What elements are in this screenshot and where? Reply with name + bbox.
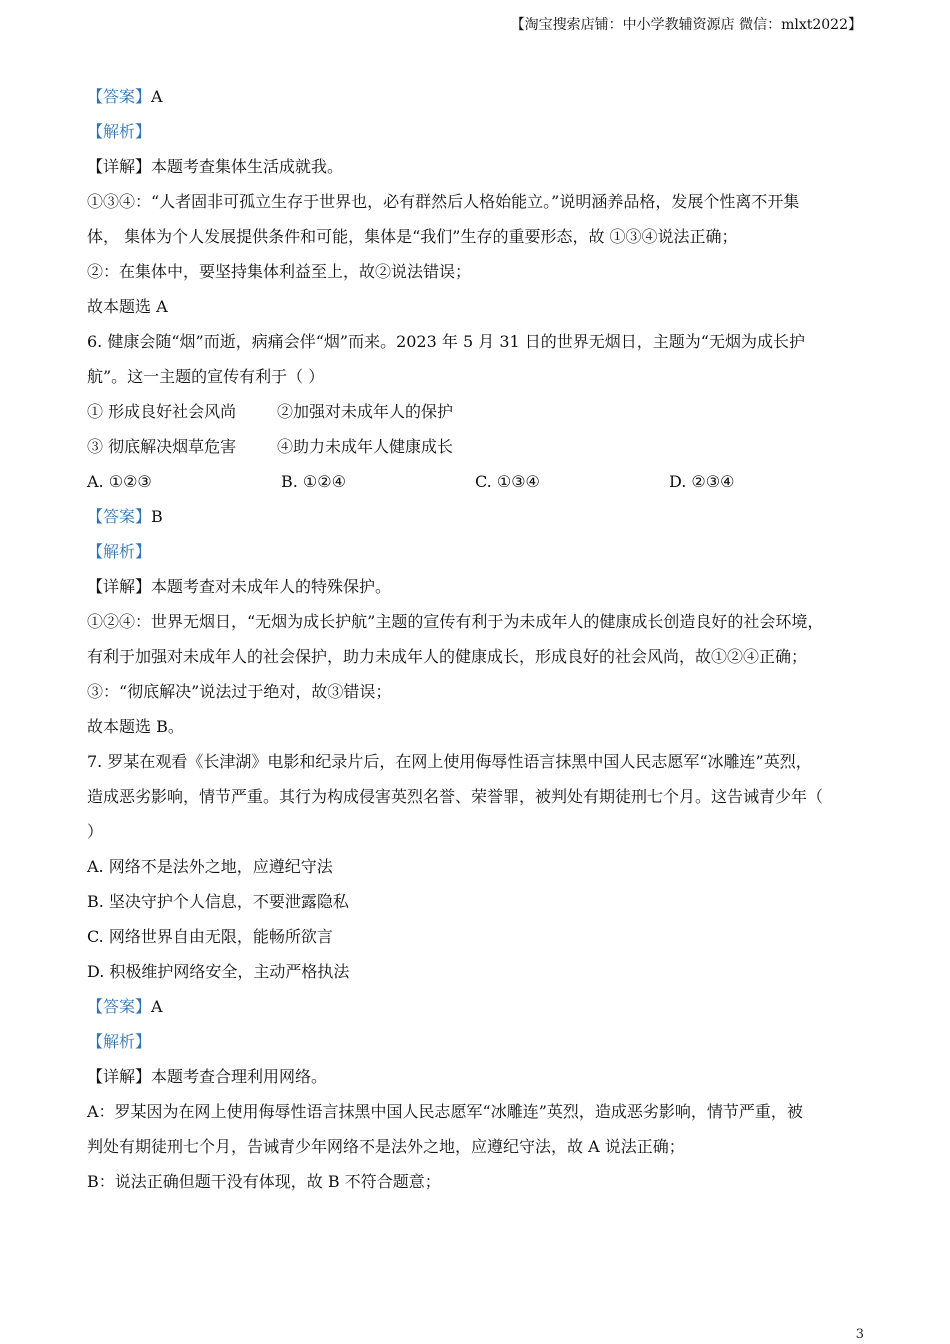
option-b: B. ①②④	[281, 472, 346, 491]
option-b: B. 坚决守护个人信息，不要泄露隐私	[87, 892, 349, 911]
options-row	[87, 464, 877, 499]
conclusion-line: 故本题选 A	[87, 297, 168, 316]
answer-line	[87, 989, 877, 1024]
explanation-line: B：说法正确但题干没有体现，故 B 不符合题意；	[87, 1172, 441, 1191]
answer-tag: 【答案】	[87, 507, 152, 526]
option-c: C. ①③④	[475, 472, 540, 491]
analysis-tag: 【解析】	[87, 1032, 152, 1051]
analysis-tag: 【解析】	[87, 122, 152, 141]
explanation-line: A：罗某因为在网上使用侮辱性语言抹黑中国人民志愿军“冰雕连”英烈，造成恶劣影响，情节严重，被	[87, 1102, 803, 1121]
explanation-line: ③：“彻底解决”说法过于绝对，故③错误；	[87, 682, 392, 701]
explanation-line: 体， 集体为个人发展提供条件和可能，集体是“我们”生存的重要形态，故 ①③④说法正确；	[87, 227, 738, 246]
question-stem: 航”。这一主题的宣传有利于（ ）	[87, 367, 325, 386]
question-stem: 造成恶劣影响，情节严重。其行为构成侵害英烈名誉、荣誉罪，被判处有期徒刑七个月。这告诫青少年（	[87, 787, 824, 806]
explanation-line: ①③④：“人者固非可孤立生存于世界也，必有群然后人格始能立。”说明涵养品格，发展个性离不开集	[87, 192, 800, 211]
analysis-line	[87, 1024, 877, 1059]
statement: ④助力未成年人健康成长	[277, 437, 454, 456]
analysis-line	[87, 534, 877, 569]
option-c: C. 网络世界自由无限，能畅所欲言	[87, 927, 333, 946]
explanation-line: ①②④：世界无烟日，“无烟为成长护航”主题的宣传有利于为未成年人的健康成长创造良好的社会环境，	[87, 612, 824, 631]
answer-value: A	[151, 87, 163, 106]
option-a: A. ①②③	[87, 472, 152, 491]
question-stem: 7. 罗某在观看《长津湖》电影和纪录片后，在网上使用侮辱性语言抹黑中国人民志愿军“冰雕连”英烈，	[87, 752, 812, 771]
statement: ②加强对未成年人的保护	[277, 402, 454, 421]
detail-line: 【详解】本题考查对未成年人的特殊保护。	[87, 577, 392, 596]
document-body	[87, 79, 877, 1199]
answer-value: B	[151, 507, 163, 526]
answer-line	[87, 79, 877, 114]
statement-row	[87, 429, 877, 464]
conclusion-line: 故本题选 B。	[87, 717, 184, 736]
option-d: D. ②③④	[669, 472, 735, 491]
page-header: 【淘宝搜索店铺：中小学教辅资源店 微信：mlxt2022】	[510, 17, 862, 33]
detail-line: 【详解】本题考查集体生活成就我。	[87, 157, 344, 176]
statement: ① 形成良好社会风尚	[87, 402, 237, 421]
option-d: D. 积极维护网络安全，主动严格执法	[87, 962, 350, 981]
option-a: A. 网络不是法外之地，应遵纪守法	[87, 857, 333, 876]
analysis-line	[87, 114, 877, 149]
answer-value: A	[151, 997, 163, 1016]
explanation-line: 判处有期徒刑七个月，告诫青少年网络不是法外之地，应遵纪守法，故 A 说法正确；	[87, 1137, 685, 1156]
answer-tag: 【答案】	[87, 87, 152, 106]
statement-row	[87, 394, 877, 429]
explanation-line: 有利于加强对未成年人的社会保护，助力未成年人的健康成长，形成良好的社会风尚，故①②④正确；	[87, 647, 808, 666]
analysis-tag: 【解析】	[87, 542, 152, 561]
detail-line: 【详解】本题考查合理利用网络。	[87, 1067, 328, 1086]
statement: ③ 彻底解决烟草危害	[87, 437, 237, 456]
answer-line	[87, 499, 877, 534]
explanation-line: ②：在集体中，要坚持集体利益至上，故②说法错误；	[87, 262, 472, 281]
question-stem: 6. 健康会随“烟”而逝，病痛会伴“烟”而来。2023 年 5 月 31 日的世界无烟日，主题为“无烟为成长护	[87, 332, 805, 351]
answer-tag: 【答案】	[87, 997, 152, 1016]
question-stem: ）	[87, 822, 104, 841]
page-number: 3	[855, 1327, 864, 1342]
